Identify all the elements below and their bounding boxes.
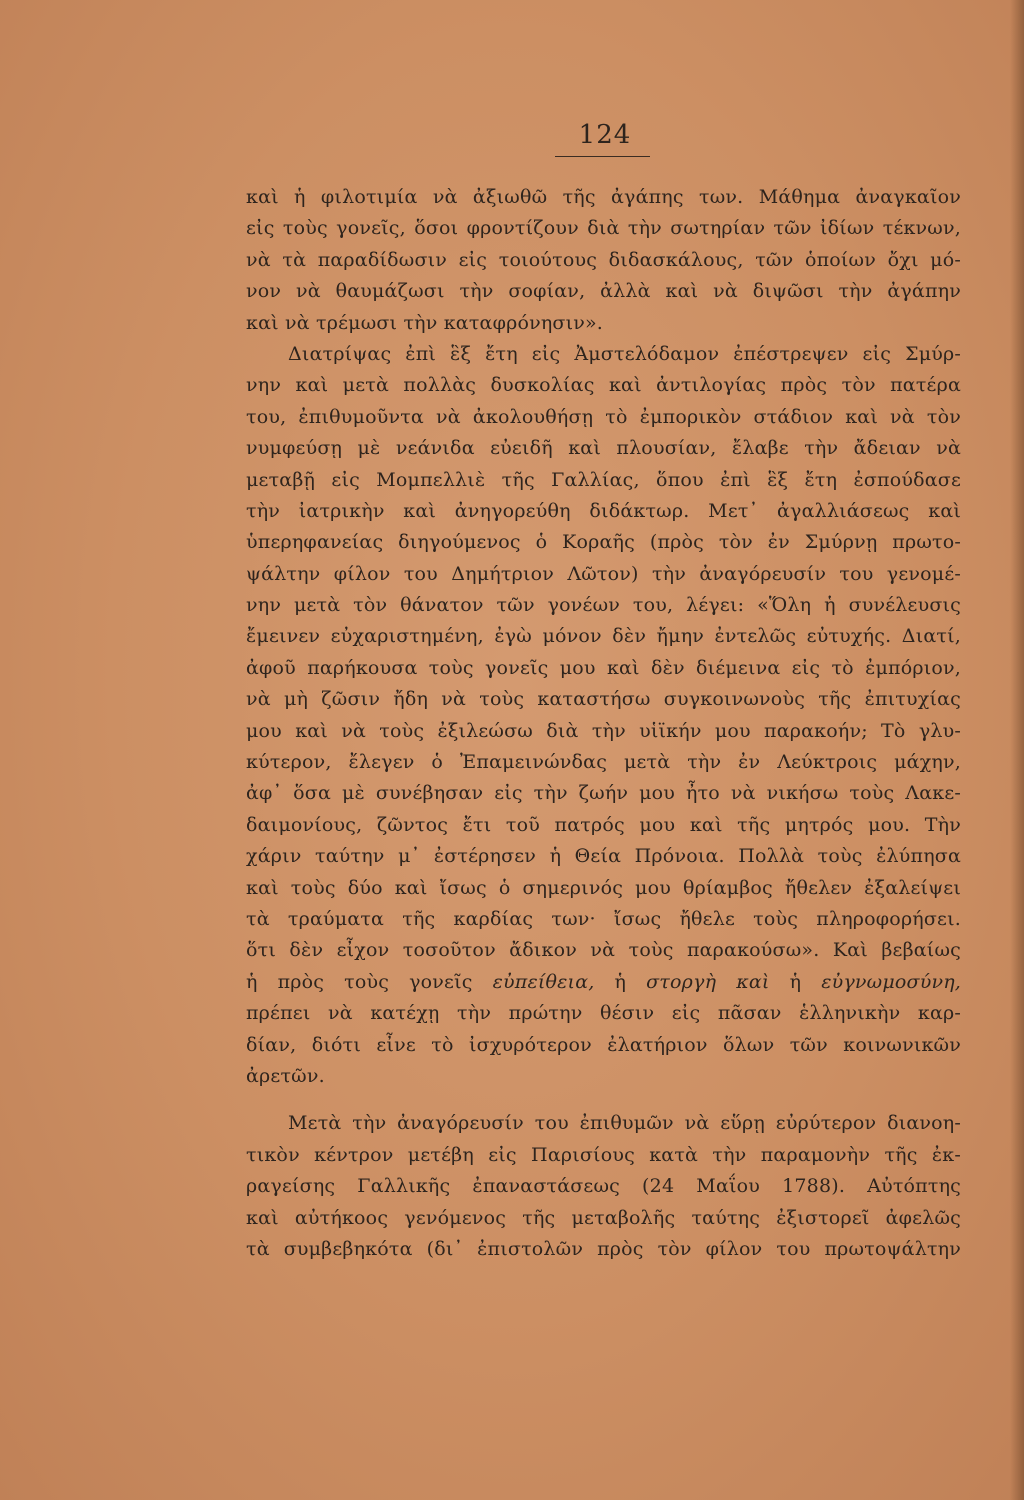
text-line: καὶ ἡ φιλοτιμία νὰ ἀξιωθῶ τῆς ἀγάπης των. Μάθημα ἀναγκαῖον [246,186,961,208]
text-line: μου καὶ νὰ τοὺς ἐξιλεώσω διὰ τὴν υἱϊκήν μου παρακοήν; Τὸ γλυ- [246,719,961,742]
text-line: νην καὶ μετὰ πολλὰς δυσκολίας καὶ ἀντιλογίας πρὸς τὸν πατέρα [246,374,961,397]
text-line: χάριν ταύτην μ᾽ ἐστέρησεν ἡ Θεία Πρόνοια. Πολλὰ τοὺς ἐλύπησα [246,845,961,868]
text-line: νὰ τὰ παραδίδωσιν εἰς τοιούτους διδασκάλους, τῶν ὁποίων ὄχι μό- [246,248,961,271]
text-segment: ἡ πρὸς τοὺς γονεῖς [246,970,473,993]
text-line: δαιμονίους, ζῶντος ἔτι τοῦ πατρός μου καὶ τῆς μητρός μου. Τὴν [246,813,961,836]
text-line: καὶ νὰ τρέμωσι τὴν καταφρόνησιν». [246,311,604,334]
text-line: Μετὰ τὴν ἀναγόρευσίν του ἐπιθυμῶν νὰ εὕρῃ εὐρύτερον διανοη- [288,1112,961,1135]
text-line: Διατρίψας ἐπὶ ἓξ ἔτη εἰς Ἀμστελόδαμον ἐπέστρεψεν εἰς Σμύρ- [288,342,961,365]
text-line: καὶ αὐτήκοος γενόμενος τῆς μεταβολῆς ταύτης ἐξιστορεῖ ἀφελῶς [246,1206,961,1229]
text-line: εἰς τοὺς γονεῖς, ὅσοι φροντίζουν διὰ τὴν σωτηρίαν τῶν ἰδίων τέκνων, [246,217,961,240]
text-line: νον νὰ θαυμάζωσι τὴν σοφίαν, ἀλλὰ καὶ νὰ διψῶσι τὴν ἀγάπην [246,280,961,303]
text-line: ραγείσης Γαλλικῆς ἐπαναστάσεως (24 Μαΐου 1788). Αὐτόπτης [246,1175,961,1198]
italic-term: στοργὴ [646,970,717,993]
text-line: νυμφεύσῃ μὲ νεάνιδα εὐειδῆ καὶ πλουσίαν, ἔλαβε τὴν ἄδειαν νὰ [246,437,961,460]
text-line: πρέπει νὰ κατέχῃ τὴν πρώτην θέσιν εἰς πᾶσαν ἑλληνικὴν καρ- [246,1002,961,1025]
italic-term: εὐπείθεια, [492,970,595,993]
text-segment: ἡ [789,970,802,993]
text-line: τὰ τραύματα τῆς καρδίας των· ἴσως ἤθελε τοὺς πληροφορήσει. [246,907,961,930]
text-line: τικὸν κέντρον μετέβη εἰς Παρισίους κατὰ τὴν παραμονὴν τῆς ἐκ- [246,1143,961,1166]
text-line: κύτερον, ἔλεγεν ὁ Ἐπαμεινώνδας μετὰ τὴν ἐν Λεύκτροις μάχην, [246,751,961,774]
page-edge-shadow [1010,0,1024,1500]
text-line: ὑπερηφανείας διηγούμενος ὁ Κοραῆς (πρὸς τὸν ἐν Σμύρνῃ πρωτο- [246,531,961,554]
italic-term: εὐγνωμοσύνη, [821,970,962,993]
page-number: 124 [578,120,632,150]
text-line: ἀρετῶν. [246,1064,325,1087]
text-line: ἔμεινεν εὐχαριστημένη, ἐγὼ μόνον δὲν ἤμην ἐντελῶς εὐτυχής. Διατί, [246,625,961,648]
text-line: ψάλτην φίλον του Δημήτριον Λῶτον) τὴν ἀναγόρευσίν του γενομέ- [246,562,961,585]
text-line: ἀφ᾽ ὅσα μὲ συνέβησαν εἰς τὴν ζωήν μου ἦτο νὰ νικήσω τοὺς Λακε- [246,782,961,805]
body-text [246,182,961,1265]
text-line: τὴν ἰατρικὴν καὶ ἀνηγορεύθη διδάκτωρ. Μετ᾽ ἀγαλλιάσεως καὶ [246,499,961,522]
text-line: νὰ μὴ ζῶσιν ἤδη νὰ τοὺς καταστήσω συγκοινωνοὺς τῆς ἐπιτυχίας [246,688,961,711]
text-line: καὶ τοὺς δύο καὶ ἴσως ὁ σημερινός μου θρίαμβος ἤθελεν ἐξαλείψει [246,876,961,899]
text-line: του, ἐπιθυμοῦντα νὰ ἀκολουθήσῃ τὸ ἐμπορικὸν στάδιον καὶ νὰ τὸν [246,405,961,428]
header-rule [555,156,650,157]
text-line: μεταβῇ εἰς Μομπελλιὲ τῆς Γαλλίας, ὅπου ἐπὶ ἓξ ἔτη ἐσπούδασε [246,468,961,491]
text-line: ἀφοῦ παρήκουσα τοὺς γονεῖς μου καὶ δὲν διέμεινα εἰς τὸ ἐμπόριον, [246,656,961,679]
text-line: ὅτι δὲν εἶχον τοσοῦτον ἄδικον νὰ τοὺς παρακούσω». Καὶ βεβαίως [246,939,961,962]
italic-term: καὶ [736,970,770,993]
text-line: νην μετὰ τὸν θάνατον τῶν γονέων του, λέγει: «Ὅλη ἡ συνέλευσις [246,594,961,617]
text-segment: ἡ [614,970,627,993]
text-line-mixed [246,967,961,998]
text-line: δίαν, διότι εἶνε τὸ ἰσχυρότερον ἐλατήριον ὅλων τῶν κοινωνικῶν [246,1033,961,1056]
text-line: τὰ συμβεβηκότα (δι᾽ ἐπιστολῶν πρὸς τὸν φίλον του πρωτοψάλτην [246,1237,961,1260]
